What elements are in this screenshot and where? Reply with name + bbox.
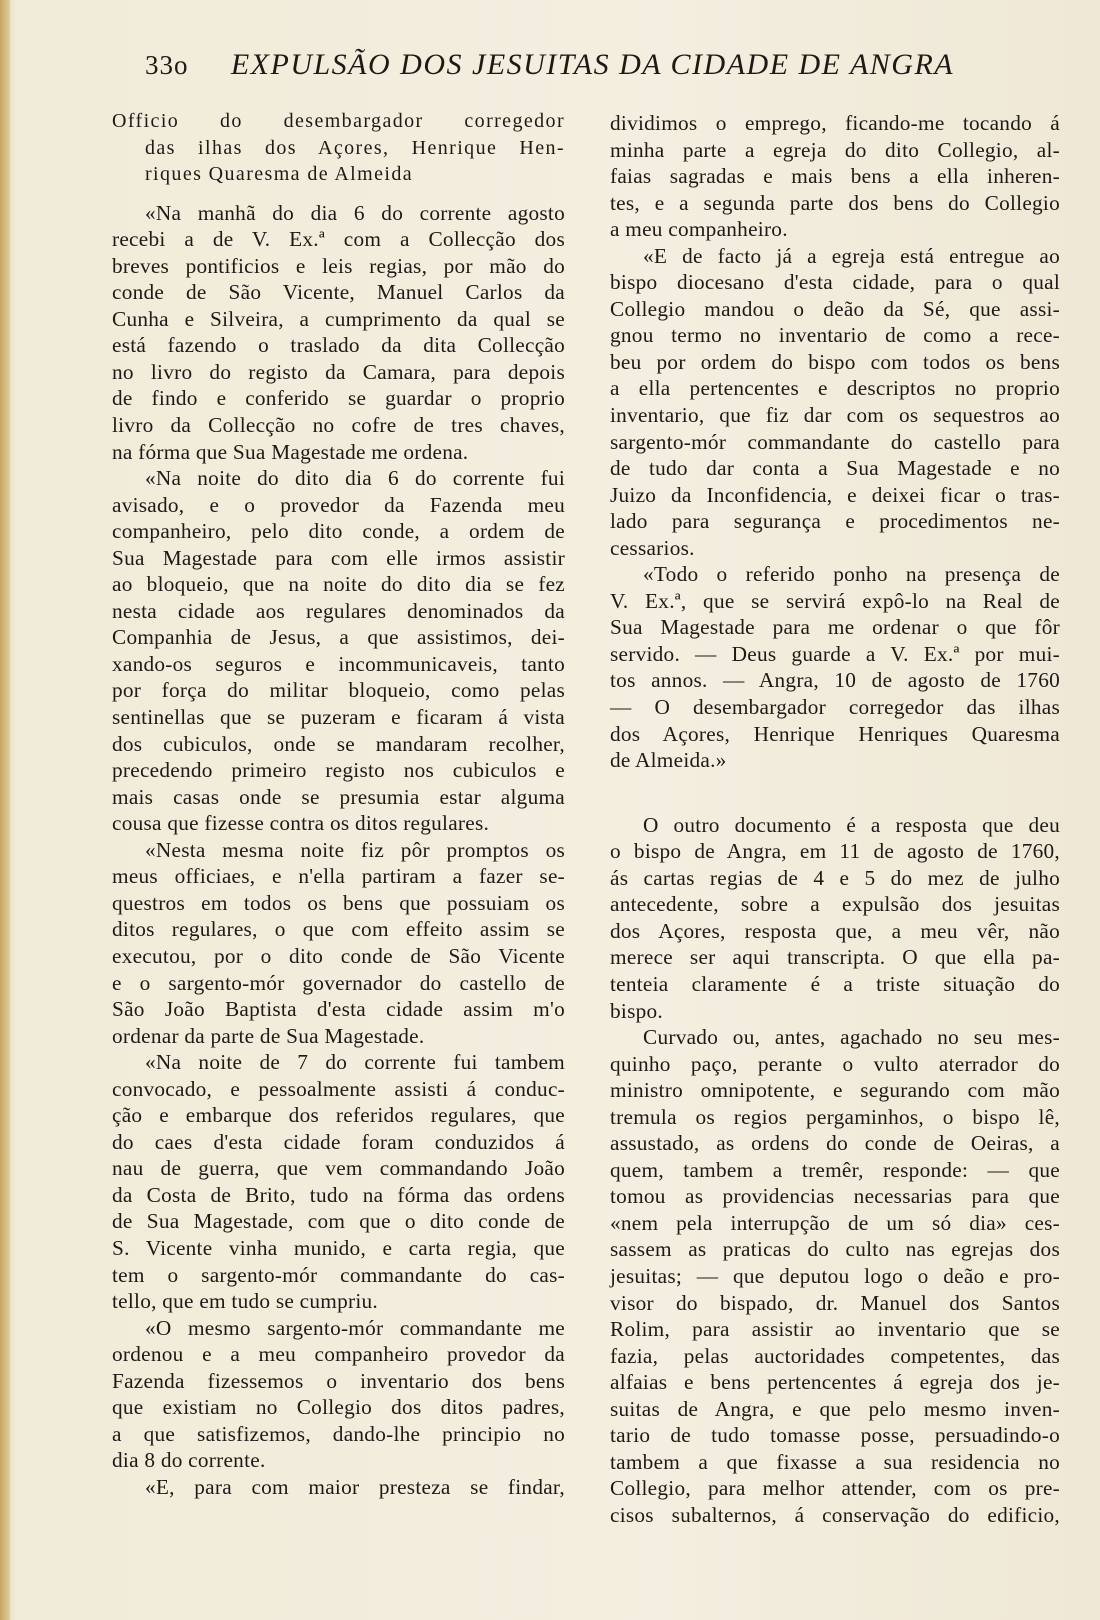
text-line: questros em todos os bens que possuiam os xyxy=(112,890,565,915)
text-line: bispo diocesano d'esta cidade, para o qual xyxy=(610,270,1060,295)
text-line: recebi a de V. Ex.ª com a Collecção dos xyxy=(112,227,565,252)
text-line: livro da Collecção no cofre de tres chaves, xyxy=(112,413,565,438)
text-line: cessarios. xyxy=(610,535,695,560)
paragraph xyxy=(112,1049,565,1314)
page-number: 33o xyxy=(145,50,189,80)
text-line: de findo e conferido se guardar o proprio xyxy=(112,386,565,411)
text-line: Companhia de Jesus, a que assistimos, dei- xyxy=(112,625,565,650)
paragraph xyxy=(112,1315,565,1474)
heading-line: Officio do desembargador corregedor xyxy=(112,110,565,132)
text-line: nesta cidade aos regulares denominados da xyxy=(112,598,565,623)
text-line: dia 8 do corrente. xyxy=(112,1448,266,1473)
text-line: O outro documento é a resposta que deu xyxy=(643,812,1060,837)
text-line: V. Ex.ª, que se servirá expô-lo na Real de xyxy=(610,588,1060,613)
text-line: lado para segurança e procedimentos ne- xyxy=(610,509,1060,534)
text-line: Juizo da Inconfidencia, e deixei ficar o tras- xyxy=(610,482,1060,507)
text-line: faias sagradas e mais bens a ella inheren- xyxy=(610,164,1060,189)
text-line: tambem a que fixasse a sua residencia no xyxy=(610,1449,1060,1474)
text-line: Sua Magestade para me ordenar o que fôr xyxy=(610,615,1060,640)
text-line: sargento-mór commandante do castello para xyxy=(610,429,1060,454)
text-line: tenteia claramente é a triste situação do xyxy=(610,971,1060,996)
text-line: do caes d'esta cidade foram conduzidos á xyxy=(112,1129,565,1154)
text-line: mais casas onde se presumia estar alguma xyxy=(112,784,565,809)
text-line: minha parte a egreja do dito Collegio, al- xyxy=(610,137,1060,162)
paragraph xyxy=(610,812,1060,1024)
text-line: beu por ordem do bispo com todos os bens xyxy=(610,349,1060,374)
text-line: Cunha e Silveira, a cumprimento da qual se xyxy=(112,306,565,331)
paragraph xyxy=(610,1024,1060,1528)
text-line: bispo. xyxy=(610,998,663,1023)
text-line: avisado, e o provedor da Fazenda meu xyxy=(112,492,565,517)
text-line: S. Vicente vinha munido, e carta regia, que xyxy=(112,1235,565,1260)
text-line: de Almeida.» xyxy=(610,748,727,773)
right-column xyxy=(610,110,1060,1528)
text-line: — O desembargador corregedor das ilhas xyxy=(610,695,1060,720)
text-line: «O mesmo sargento-mór commandante me xyxy=(145,1315,565,1340)
text-line: Collegio mandou o deão da Sé, que assi- xyxy=(610,296,1060,321)
paragraph xyxy=(112,837,565,1049)
text-line: tes, e a segunda parte dos bens do Collegio xyxy=(610,190,1060,215)
text-line: ministro omnipotente, e segurando com mão xyxy=(610,1078,1060,1103)
text-line: «nem pela interrupção de um só dia» ces- xyxy=(610,1210,1060,1235)
text-line: a meu companheiro. xyxy=(610,217,788,242)
text-line: «Todo o referido ponho na presença de xyxy=(643,562,1060,587)
text-line: breves pontificios e leis regias, por mão do xyxy=(112,253,565,278)
text-line: ordenou e a meu companheiro provedor da xyxy=(112,1342,565,1367)
text-line: cisos subalternos, á conservação do edificio, xyxy=(610,1502,1060,1527)
text-line: companheiro, pelo dito conde, a ordem de xyxy=(112,519,565,544)
text-line: tello, que em tudo se cumpriu. xyxy=(112,1289,378,1314)
text-line: meus officiaes, e n'ella partiram a fazer se- xyxy=(112,864,565,889)
text-line: o bispo de Angra, em 11 de agosto de 1760, xyxy=(610,839,1060,864)
text-line: alfaias e bens pertencentes á egreja dos je- xyxy=(610,1370,1060,1395)
text-line: sentinellas que se puzeram e ficaram á vista xyxy=(112,705,565,730)
text-line: da Costa de Brito, tudo na fórma das ordens xyxy=(112,1182,565,1207)
text-line: tos annos. — Angra, 10 de agosto de 1760 xyxy=(610,668,1060,693)
text-line: e o sargento-mór governador do castello de xyxy=(112,970,565,995)
text-line: gnou termo no inventario de como a rece- xyxy=(610,323,1060,348)
text-line: executou, por o dito conde de São Vicente xyxy=(112,943,565,968)
text-line: merece ser aqui transcripta. O que ella pa- xyxy=(610,945,1060,970)
page-header xyxy=(145,48,980,92)
text-line: na fórma que Sua Magestade me ordena. xyxy=(112,439,469,464)
text-line: Rolim, para assistir ao inventario que se xyxy=(610,1317,1060,1342)
paragraph xyxy=(610,110,1060,243)
text-line: precedendo primeiro registo nos cubiculos e xyxy=(112,758,565,783)
running-title: EXPULSÃO DOS JESUITAS DA CIDADE DE ANGRA xyxy=(230,48,955,81)
paragraph xyxy=(610,243,1060,562)
text-line: «Na noite do dito dia 6 do corrente fui xyxy=(145,466,565,491)
text-line: São João Baptista d'esta cidade assim m'o xyxy=(112,997,565,1022)
text-line: «E de facto já a egreja está entregue ao xyxy=(643,243,1060,268)
text-line: «Nesta mesma noite fiz pôr promptos os xyxy=(145,837,565,862)
paragraph xyxy=(610,561,1060,773)
text-line: «Na manhã do dia 6 do corrente agosto xyxy=(145,200,565,225)
text-line: quinho paço, perante o vulto aterrador do xyxy=(610,1051,1060,1076)
text-line: tario de tudo tomasse posse, persuadindo-o xyxy=(610,1423,1060,1448)
paragraph xyxy=(112,465,565,837)
page-edge xyxy=(0,0,10,1620)
text-line: dos cubiculos, onde se mandaram recolher, xyxy=(112,731,565,756)
text-line: dividimos o emprego, ficando-me tocando á xyxy=(610,111,1060,135)
text-line: quem, tambem a tremêr, responde: — que xyxy=(610,1157,1060,1182)
text-line: jesuitas; — que deputou logo o deão e pro- xyxy=(610,1263,1060,1288)
text-line: Fazenda fizessemos o inventario dos bens xyxy=(112,1368,565,1393)
left-paragraphs xyxy=(112,200,565,1501)
text-line: assustado, as ordens do conde de Oeiras, a xyxy=(610,1131,1060,1156)
text-line: a ella pertencentes e descriptos no proprio xyxy=(610,376,1060,401)
text-line: xando-os seguros e incommunicaveis, tanto xyxy=(112,651,565,676)
text-line: suitas de Angra, e que pelo mesmo inven- xyxy=(610,1396,1060,1421)
text-line: dos Açores, Henrique Henriques Quaresma xyxy=(610,721,1060,746)
text-line: fazia, pelas auctoridades competentes, das xyxy=(610,1343,1060,1368)
text-line: de tudo dar conta a Sua Magestade e no xyxy=(610,456,1060,481)
paragraph xyxy=(112,1474,565,1501)
text-line: que existiam no Collegio dos ditos padres, xyxy=(112,1395,565,1420)
text-line: dos Açores, resposta que, a meu vêr, não xyxy=(610,918,1060,943)
text-line: visor do bispado, dr. Manuel dos Santos xyxy=(610,1290,1060,1315)
text-line: convocado, e pessoalmente assisti á conduc- xyxy=(112,1076,565,1101)
text-line: por força do militar bloqueio, como pelas xyxy=(112,678,565,703)
text-line: de Sua Magestade, com que o dito conde de xyxy=(112,1209,565,1234)
text-line: inventario, que fiz dar com os sequestros ao xyxy=(610,403,1060,428)
text-line: nau de guerra, que vem commandando João xyxy=(112,1156,565,1181)
document-heading xyxy=(112,108,565,188)
text-line: está fazendo o traslado da dita Collecção xyxy=(112,333,565,358)
text-line: tremula os regios pergaminhos, o bispo lê, xyxy=(610,1104,1060,1129)
text-line: sassem as praticas do culto nas egrejas dos xyxy=(610,1237,1060,1262)
text-line: a que satisfizemos, dando-lhe principio no xyxy=(112,1421,565,1446)
text-line: ção e embarque dos referidos regulares, que xyxy=(112,1103,565,1128)
text-line: ás cartas regias de 4 e 5 do mez de julho xyxy=(610,865,1060,890)
text-line: tem o sargento-mór commandante do cas- xyxy=(112,1262,565,1287)
text-line: cousa que fizesse contra os ditos regulares. xyxy=(112,811,490,836)
text-line: servido. — Deus guarde a V. Ex.ª por mui- xyxy=(610,641,1060,666)
text-line: ao bloqueio, que na noite do dito dia se fez xyxy=(112,572,565,597)
text-line: no livro do registo da Camara, para depois xyxy=(112,359,565,384)
heading-line: das ilhas dos Açores, Henrique Hen- xyxy=(145,136,565,159)
text-line: «E, para com maior presteza se findar, xyxy=(145,1474,565,1499)
text-line: Curvado ou, antes, agachado no seu mes- xyxy=(643,1025,1060,1050)
text-line: ditos regulares, o que com effeito assim se xyxy=(112,917,565,942)
right-paragraphs xyxy=(610,110,1060,1528)
heading-line: riques Quaresma de Almeida xyxy=(145,163,413,186)
text-line: ordenar da parte de Sua Magestade. xyxy=(112,1023,425,1048)
text-line: Collegio, para melhor attender, com os pre- xyxy=(610,1476,1060,1501)
text-line: conde de São Vicente, Manuel Carlos da xyxy=(112,280,565,305)
left-column xyxy=(112,108,565,1500)
paragraph xyxy=(112,200,565,465)
text-line: «Na noite de 7 do corrente fui tambem xyxy=(145,1050,565,1075)
text-line: Sua Magestade para com elle irmos assistir xyxy=(112,545,565,570)
text-line: tomou as providencias necessarias para que xyxy=(610,1184,1060,1209)
text-line: antecedente, sobre a expulsão dos jesuitas xyxy=(610,892,1060,917)
